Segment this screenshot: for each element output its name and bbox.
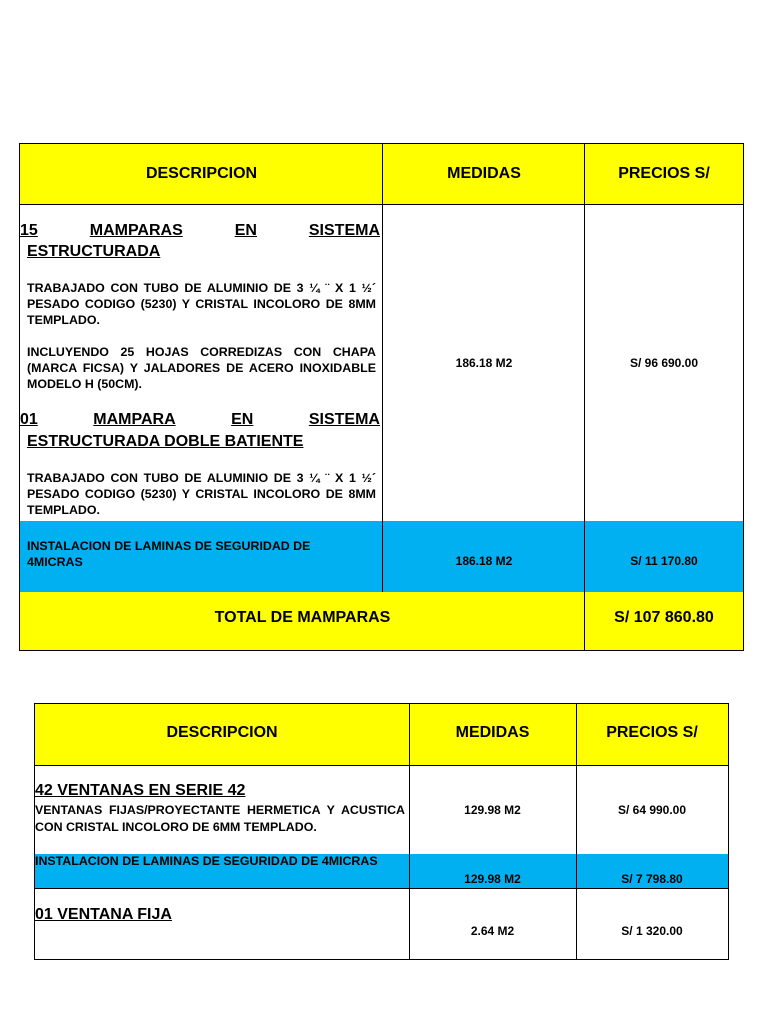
row2-medidas: 129.98 M2 bbox=[464, 872, 521, 886]
row2-precio: S/ 7 798.80 bbox=[621, 872, 683, 886]
row2-precio: S/ 11 170.80 bbox=[630, 554, 698, 568]
column-divider bbox=[382, 144, 383, 592]
header-precios: PRECIOS S/ bbox=[618, 165, 710, 182]
row1-body: VENTANAS FIJAS/PROYECTANTE HERMETICA Y ACUSTICA CON CRISTAL INCOLORO DE 6MM TEMPLADO. bbox=[35, 803, 405, 834]
item1-title-word: MAMPARAS bbox=[89, 222, 183, 239]
row2-medidas: 186.18 M2 bbox=[455, 554, 513, 568]
row1-precio: S/ 64 990.00 bbox=[617, 803, 687, 817]
row1-medidas: 129.98 M2 bbox=[464, 803, 521, 817]
row-divider bbox=[35, 765, 728, 766]
item2-title-word: 01 bbox=[20, 411, 38, 428]
row2-descripcion: INSTALACION DE LAMINAS DE SEGURIDAD DE 4MICRAS bbox=[27, 539, 311, 569]
item2-title-line2: ESTRUCTURADA DOBLE BATIENTE bbox=[27, 433, 304, 450]
item2-paragraph-1: TRABAJADO CON TUBO DE ALUMINIO DE 3 ¼ ¨ X 1 ½´ PESADO CODIGO (5230) Y CRISTAL INCOLORO DE 8MM TEMPLADO. bbox=[27, 471, 376, 517]
mamparas-table bbox=[19, 143, 744, 651]
row-divider bbox=[20, 204, 743, 205]
row1-precio: S/ 96 690.00 bbox=[629, 355, 699, 370]
item2-title bbox=[20, 411, 380, 429]
row2-descripcion: INSTALACION DE LAMINAS DE SEGURIDAD DE 4MICRAS bbox=[35, 854, 378, 868]
total-value: S/ 107 860.80 bbox=[614, 609, 714, 626]
item1-paragraph-1: TRABAJADO CON TUBO DE ALUMINIO DE 3 ¼ ¨ X 1 ½´ PESADO CODIGO (5230) Y CRISTAL INCOLORO DE 8MM TEMPLADO. bbox=[27, 281, 376, 327]
item1-title-word: EN bbox=[234, 222, 257, 239]
row1-medidas: 186.18 M2 bbox=[455, 355, 513, 370]
column-divider bbox=[584, 144, 585, 650]
column-divider bbox=[409, 704, 410, 959]
header-descripcion: DESCRIPCION bbox=[166, 724, 278, 741]
column-divider bbox=[576, 704, 577, 959]
item1-title-line2: ESTRUCTURADA bbox=[27, 243, 161, 260]
item1-title-word: SISTEMA bbox=[308, 222, 380, 239]
item2-title-word: MAMPARA bbox=[93, 411, 176, 428]
header-precios: PRECIOS S/ bbox=[606, 724, 698, 741]
item2-title-word: SISTEMA bbox=[308, 411, 380, 428]
header-descripcion: DESCRIPCION bbox=[145, 165, 258, 182]
row3-precio: S/ 1 320.00 bbox=[621, 924, 683, 938]
row-divider bbox=[35, 888, 728, 889]
row1-title: 42 VENTANAS EN SERIE 42 bbox=[35, 782, 246, 799]
header-medidas: MEDIDAS bbox=[447, 165, 521, 182]
ventanas-table bbox=[34, 703, 729, 960]
item1-title bbox=[20, 222, 380, 240]
header-medidas: MEDIDAS bbox=[455, 724, 530, 741]
row3-medidas: 2.64 M2 bbox=[470, 924, 515, 938]
item1-title-word: 15 bbox=[20, 222, 38, 239]
row3-title: 01 VENTANA FIJA bbox=[35, 906, 172, 923]
item2-title-word: EN bbox=[231, 411, 254, 428]
total-label: TOTAL DE MAMPARAS bbox=[214, 609, 391, 626]
item1-paragraph-2: INCLUYENDO 25 HOJAS CORREDIZAS CON CHAPA (MARCA FICSA) Y JALADORES DE ACERO INOXIDABLE MODELO H (50CM). bbox=[27, 345, 376, 391]
